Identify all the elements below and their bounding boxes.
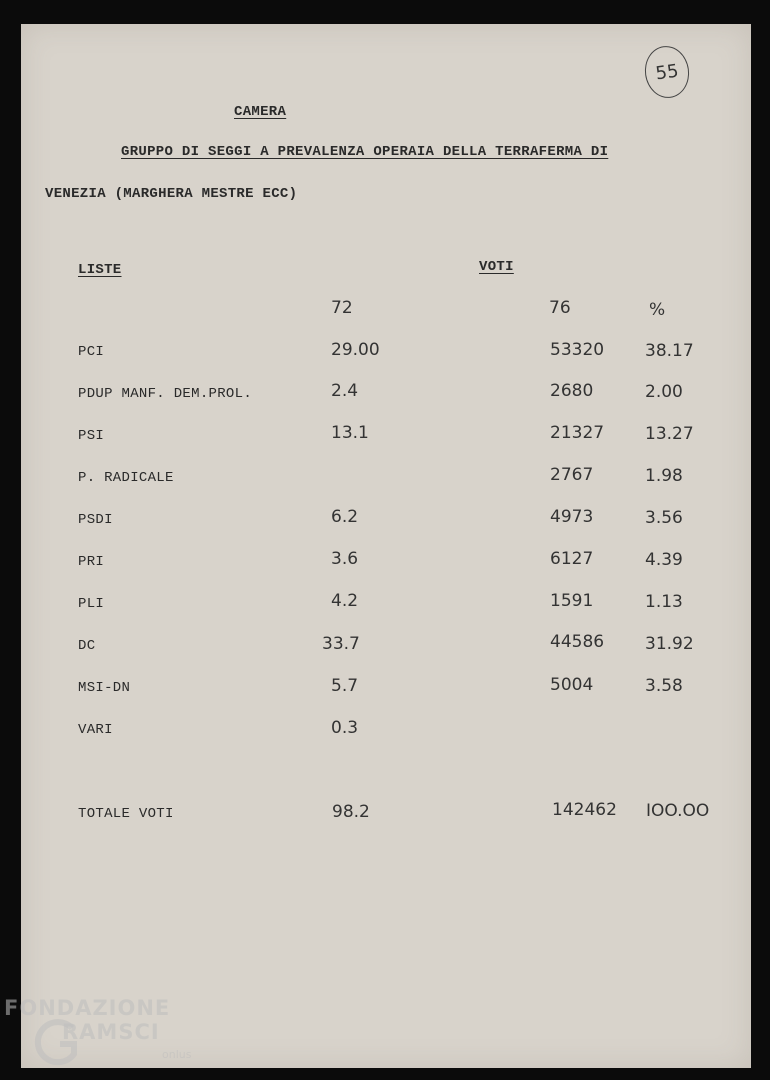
row-name: PLI xyxy=(78,596,105,612)
row-name: VARI xyxy=(78,722,113,738)
row-v72: 2.4 xyxy=(331,381,359,401)
row-v72: 13.1 xyxy=(331,423,369,443)
row-pct: 2.00 xyxy=(645,382,683,402)
row-v76: 5004 xyxy=(550,675,594,695)
page-number: 55 xyxy=(654,60,680,84)
total-pct: IOO.OO xyxy=(646,801,710,821)
header-pct: % xyxy=(649,300,666,320)
row-name: PDUP MANF. DEM.PROL. xyxy=(78,386,253,402)
row-pct: 1.13 xyxy=(645,592,683,612)
row-v76: 1591 xyxy=(550,591,594,611)
row-v72: 6.2 xyxy=(331,507,359,527)
total-v76: 142462 xyxy=(552,800,617,820)
row-pct: 1.98 xyxy=(645,466,683,486)
document-page xyxy=(21,24,751,1068)
row-v76: 2767 xyxy=(550,465,594,485)
page-number-stamp xyxy=(642,43,693,101)
row-v72: 4.2 xyxy=(331,591,359,611)
row-name: PCI xyxy=(78,344,105,360)
header-76: 76 xyxy=(549,298,571,318)
row-v76: 2680 xyxy=(550,381,594,401)
row-pct: 31.92 xyxy=(645,634,694,654)
row-v72: 3.6 xyxy=(331,549,359,569)
row-v76: 53320 xyxy=(550,340,605,360)
row-name: DC xyxy=(78,638,96,654)
doc-location: VENEZIA (MARGHERA MESTRE ECC) xyxy=(45,186,298,202)
row-v76: 21327 xyxy=(550,423,605,443)
row-v72: 33.7 xyxy=(322,634,360,654)
total-v72: 98.2 xyxy=(332,802,370,822)
row-name: PSI xyxy=(78,428,105,444)
doc-title: CAMERA xyxy=(234,104,287,120)
header-votes: VOTI xyxy=(479,259,514,275)
row-pct: 13.27 xyxy=(645,424,694,444)
total-name: TOTALE VOTI xyxy=(78,806,174,822)
row-name: PRI xyxy=(78,554,105,570)
header-72: 72 xyxy=(331,298,353,318)
row-v72: 0.3 xyxy=(331,718,359,738)
watermark-line2: RAMSCI xyxy=(62,1020,160,1044)
row-name: P. RADICALE xyxy=(78,470,174,486)
row-name: MSI-DN xyxy=(78,680,131,696)
row-pct: 4.39 xyxy=(645,550,683,570)
row-v72: 5.7 xyxy=(331,676,359,696)
watermark-line1: FONDAZIONE xyxy=(4,996,171,1020)
row-v76: 6127 xyxy=(550,549,594,569)
doc-subtitle: GRUPPO DI SEGGI A PREVALENZA OPERAIA DELLA TERRAFERMA DI xyxy=(121,144,609,160)
row-v76: 44586 xyxy=(550,632,605,652)
row-pct: 3.56 xyxy=(645,508,683,528)
row-v72: 29.00 xyxy=(331,340,380,360)
row-name: PSDI xyxy=(78,512,113,528)
row-pct: 38.17 xyxy=(645,341,694,361)
watermark-sub: onlus xyxy=(162,1048,192,1061)
header-lists: LISTE xyxy=(78,262,122,278)
fondazione-gramsci-watermark xyxy=(4,996,194,1076)
row-v76: 4973 xyxy=(550,507,594,527)
row-pct: 3.58 xyxy=(645,676,683,696)
